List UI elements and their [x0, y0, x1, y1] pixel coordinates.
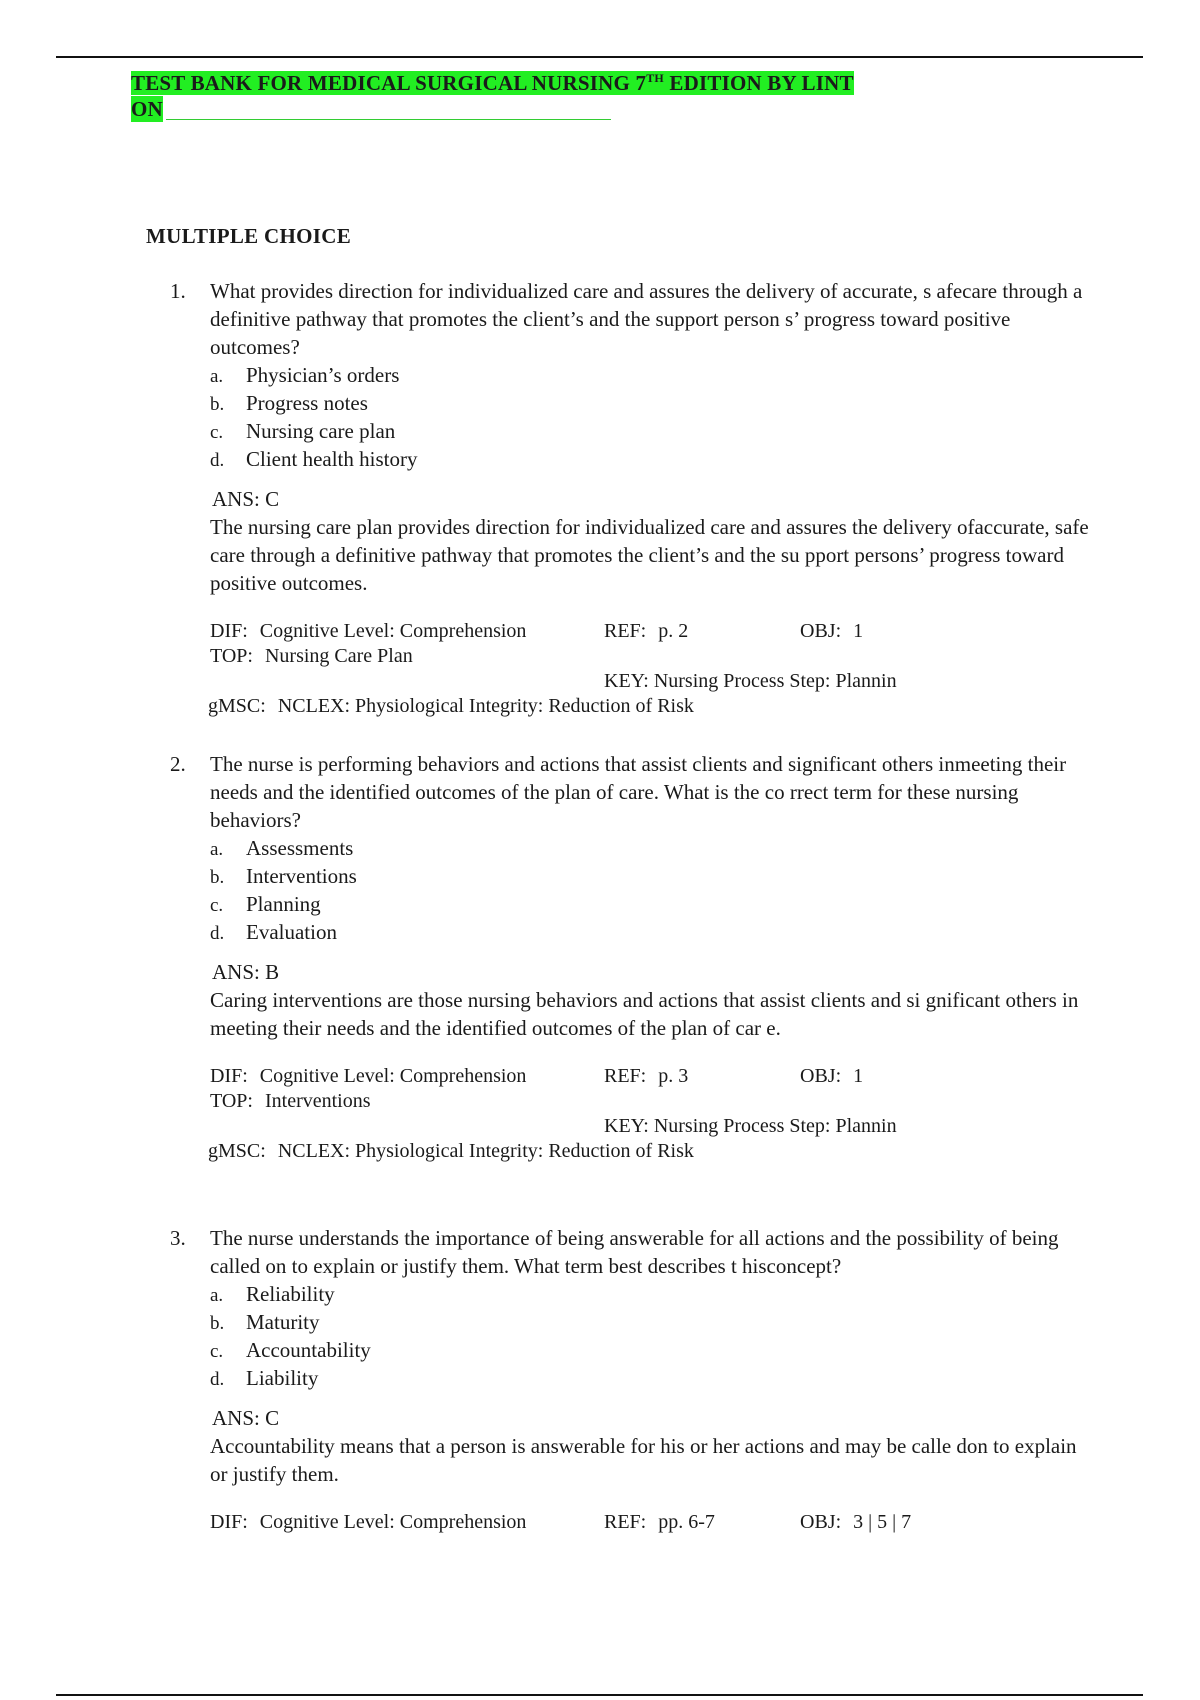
banner-title-line1: TEST BANK FOR MEDICAL SURGICAL NURSING 7TH EDITION BY LINT [131, 71, 854, 95]
question-metadata: DIF: Cognitive Level: Comprehension REF: p. 2 OBJ: 1 TOP: Nursing Care Plan KEY: Nursing Process Step: Plannin gMSC: NCLEX: Physiological Integrity: Reduction of Risk [208, 620, 897, 717]
answer-key: ANS: C [212, 1406, 280, 1430]
answer-options [210, 361, 1090, 473]
question-metadata: DIF: Cognitive Level: Comprehension REF: pp. 6-7 OBJ: 3 | 5 | 7 [210, 1511, 912, 1533]
question-number: 3. [170, 1226, 186, 1250]
rationale: The nursing care plan provides direction for individualized care and assures the delivery ofaccurate, safe care through a definitive pathway that promotes the client’s and the su pport persons’ progress toward positive outcomes. [210, 515, 1089, 595]
question-stem: The nurse is performing behaviors and actions that assist clients and significant others inmeeting their needs and the identified outcomes of the plan of care. What is the co rrect term for these nursing behaviors? [210, 752, 1067, 832]
question-number: 2. [170, 752, 186, 776]
option-item: d. Client health history [210, 447, 418, 471]
option-item: a. Assessments [210, 836, 354, 860]
answer-options [210, 1280, 1090, 1392]
question-item [170, 277, 1090, 719]
bottom-rule [56, 1694, 1143, 1696]
question-item [170, 750, 1090, 1164]
option-item: c. Nursing care plan [210, 419, 396, 443]
option-item: d. Evaluation [210, 920, 337, 944]
banner-underline [166, 119, 611, 120]
option-item: b. Interventions [210, 864, 357, 888]
top-rule [56, 56, 1143, 58]
question-number: 1. [170, 279, 186, 303]
option-item: b. Progress notes [210, 391, 368, 415]
question-stem: The nurse understands the importance of being answerable for all actions and the possibility of being called on to explain or justify them. What term best describes t hisconcept? [210, 1226, 1059, 1278]
rationale: Caring interventions are those nursing behaviors and actions that assist clients and si gnificant others in meeting their needs and the identified outcomes of the plan of car e. [210, 988, 1079, 1040]
question-stem: What provides direction for individualized care and assures the delivery of accurate, s afecare through a definitive pathway that promotes the client’s and the support person s’ progress toward positive outcomes? [210, 279, 1083, 359]
option-item: c. Accountability [210, 1338, 371, 1362]
option-item: b. Maturity [210, 1310, 320, 1334]
option-item: a. Reliability [210, 1282, 335, 1306]
answer-key: ANS: C [212, 487, 280, 511]
option-item: d. Liability [210, 1366, 319, 1390]
question-metadata: DIF: Cognitive Level: Comprehension REF: p. 3 OBJ: 1 TOP: Interventions KEY: Nursing Process Step: Plannin gMSC: NCLEX: Physiological Integrity: Reduction of Risk [208, 1065, 897, 1162]
document-banner [131, 70, 911, 122]
rationale: Accountability means that a person is answerable for his or her actions and may be calle don to explain or justify them. [210, 1434, 1077, 1486]
banner-title-line2: ON [131, 97, 163, 121]
question-item [170, 1224, 1090, 1535]
answer-options [210, 834, 1090, 946]
answer-key: ANS: B [212, 960, 280, 984]
option-item: c. Planning [210, 892, 321, 916]
section-title: MULTIPLE CHOICE [146, 224, 352, 248]
option-item: a. Physician’s orders [210, 363, 400, 387]
